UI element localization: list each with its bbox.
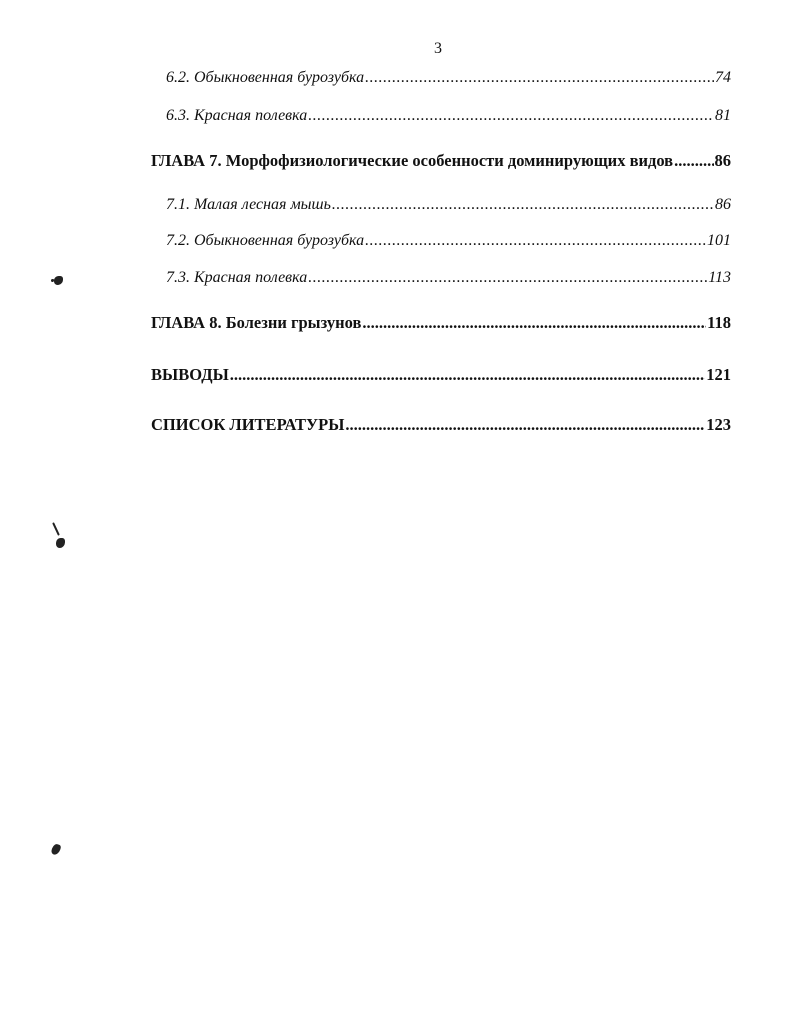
toc-entry-7-1[interactable] <box>166 196 731 214</box>
toc-entry-page: 74 <box>715 69 731 86</box>
toc-entry-page: 123 <box>706 415 731 434</box>
toc-entry-page: 101 <box>707 232 731 249</box>
toc-entry-label: ВЫВОДЫ <box>151 365 229 384</box>
toc-leader-dots <box>332 196 714 214</box>
toc-entry-conclusions[interactable] <box>151 365 731 385</box>
toc-entry-label: ГЛАВА 7. Морфофизиологические особенности доминирующих видов <box>151 151 674 170</box>
toc-leader-dots <box>674 151 713 171</box>
toc-entry-label: 7.1. Малая лесная мышь <box>166 196 331 213</box>
scan-artifact <box>56 538 65 548</box>
toc-leader-dots <box>345 415 705 435</box>
toc-entry-label: 6.2. Обыкновенная бурозубка <box>166 69 365 86</box>
toc-entry-chapter-7[interactable] <box>151 151 731 171</box>
scan-artifact <box>52 522 60 536</box>
toc-entry-page: 113 <box>708 269 731 286</box>
toc-leader-dots <box>308 107 714 125</box>
toc-entry-label: 6.3. Красная полевка <box>166 107 308 124</box>
toc-leader-dots <box>365 69 714 87</box>
toc-entry-label: 7.3. Красная полевка <box>166 269 308 286</box>
toc-entry-6-2[interactable] <box>166 69 731 87</box>
toc-entry-page: 121 <box>706 365 731 384</box>
toc-leader-dots <box>362 313 706 333</box>
toc-entry-references[interactable] <box>151 415 731 435</box>
page-number: 3 <box>434 40 442 57</box>
toc-entry-label: ГЛАВА 8. Болезни грызунов <box>151 313 362 332</box>
toc-leader-dots <box>308 269 707 287</box>
toc-entry-chapter-8[interactable] <box>151 313 731 333</box>
toc-entry-page: 118 <box>707 313 731 332</box>
toc-entry-label: СПИСОК ЛИТЕРАТУРЫ <box>151 415 345 434</box>
toc-entry-label: 7.2. Обыкновенная бурозубка <box>166 232 365 249</box>
toc-entry-page: 81 <box>715 107 731 124</box>
toc-entry-7-2[interactable] <box>166 232 731 250</box>
toc-entry-page: 86 <box>714 151 731 170</box>
scan-artifact <box>54 276 63 285</box>
scan-artifact <box>50 843 61 856</box>
toc-entry-page: 86 <box>715 196 731 213</box>
toc-leader-dots <box>230 365 705 385</box>
toc-entry-6-3[interactable] <box>166 107 731 125</box>
toc-entry-7-3[interactable] <box>166 269 731 287</box>
toc-leader-dots <box>365 232 706 250</box>
